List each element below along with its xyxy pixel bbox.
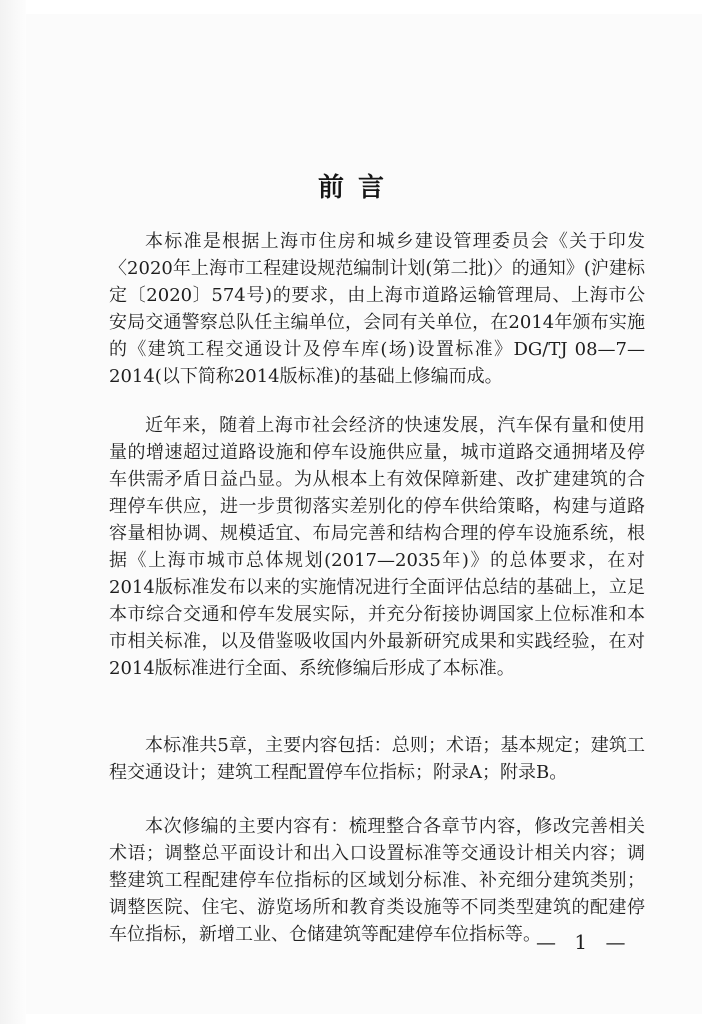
paragraph-4: 本次修编的主要内容有：梳理整合各章节内容，修改完善相关术语；调整总平面设计和出入口设置标准等交通设计相关内容；调整建筑工程配建停车位指标的区域划分标准、补充细分建筑类别；调整医院、住宅、游览场所和教育类设施等不同类型建筑的配建停车位指标，新增工业、仓储建筑等配建停车位指标等。	[109, 816, 645, 945]
page-number: — 1 —	[536, 930, 632, 954]
paragraph-2: 近年来，随着上海市社会经济的快速发展，汽车保有量和使用量的增速超过道路设施和停车设施供应量，城市道路交通拥堵及停车供需矛盾日益凸显。为从根本上有效保障新建、改扩建建筑的合理停车供应，进一步贯彻落实差别化的停车供给策略，构建与道路容量相协调、规模适宜、布局完善和结构合理的停车设施系统，根据《上海市城市总体规划(2017—2035年)》的总体要求，在对2014版标准发布以来的实施情况进行全面评估总结的基础上，立足本市综合交通和停车发展实际，并充分衔接协调国家上位标准和本市相关标准，以及借鉴吸收国内外最新研究成果和实践经验，在对2014版标准进行全面、系统修编后形成了本标准。	[109, 415, 645, 679]
page-edge-shadow	[0, 0, 26, 1024]
page-title: 前言	[317, 173, 398, 204]
paragraph-1: 本标准是根据上海市住房和城乡建设管理委员会《关于印发〈2020年上海市工程建设规范编制计划(第二批)〉的通知》(沪建标定〔2020〕574号)的要求，由上海市道路运输管理局、上海市公安局交通警察总队任主编单位，会同有关单位，在2014年颁布实施的《建筑工程交通设计及停车库(场)设置标准》DG/TJ 08—7—2014(以下简称2014版标准)的基础上修编而成。	[109, 231, 645, 387]
paragraph-3: 本标准共5章，主要内容包括：总则；术语；基本规定；建筑工程交通设计；建筑工程配置停车位指标；附录A；附录B。	[109, 735, 645, 783]
